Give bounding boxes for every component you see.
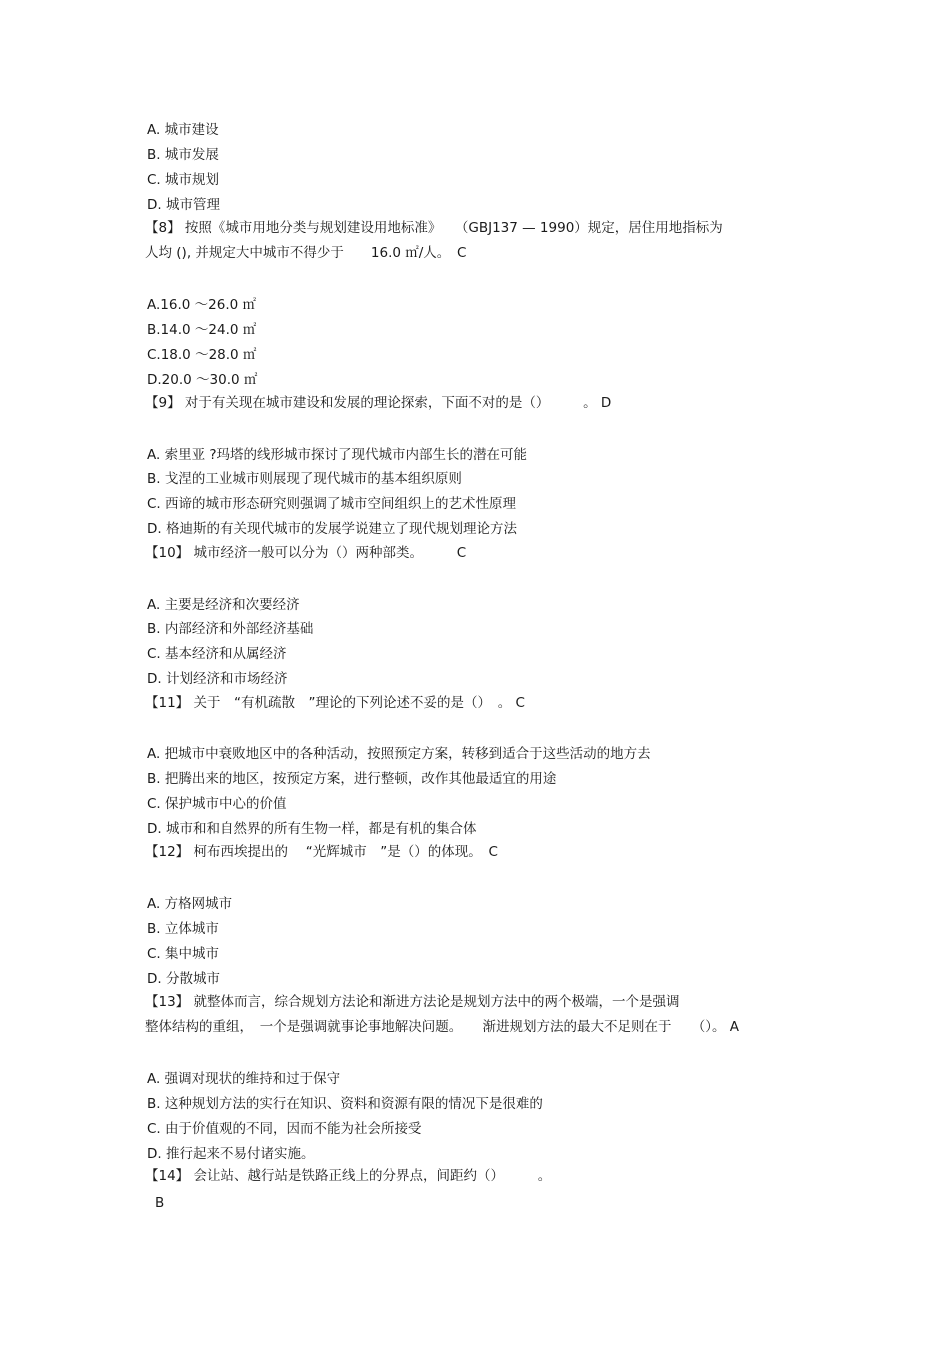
- question-13-stem: 【13】 就整体而言，综合规划方法论和渐进方法论是规划方法中的两个极端，一个是强调: [145, 994, 680, 1010]
- list-item: C. 由于价值观的不同，因而不能为社会所接受: [147, 1121, 422, 1137]
- question-8-stem: 【8】 按照《城市用地分类与规划建设用地标准》 （GBJ137 — 1990）规定，居住用地指标为: [145, 220, 723, 236]
- answer-label: B: [155, 1195, 165, 1211]
- list-item: A.16.0 ～26.0 ㎡: [147, 297, 256, 313]
- list-item: B. 城市发展: [147, 147, 219, 163]
- list-item: D.20.0 ～30.0 ㎡: [147, 372, 258, 388]
- list-item: A. 索里亚 ?玛塔的线形城市探讨了现代城市内部生长的潜在可能: [147, 447, 528, 463]
- question-13-stem-cont: 整体结构的重组， 一个是强调就事论事地解决问题。 渐进规划方法的最大不足则在于 （）。 A: [145, 1019, 740, 1035]
- list-item: B.14.0 ～24.0 ㎡: [147, 322, 257, 338]
- list-item: D. 分散城市: [147, 971, 220, 987]
- list-item: C. 集中城市: [147, 946, 220, 962]
- list-item: C. 城市规划: [147, 172, 220, 188]
- list-item: D. 格迪斯的有关现代城市的发展学说建立了现代规划理论方法: [147, 521, 517, 537]
- list-item: A. 方格网城市: [147, 896, 233, 912]
- list-item: A. 把城市中衰败地区中的各种活动，按照预定方案，转移到适合于这些活动的地方去: [147, 746, 651, 762]
- list-item: D. 推行起来不易付诸实施。: [147, 1146, 315, 1162]
- list-item: B. 这种规划方法的实行在知识、资料和资源有限的情况下是很难的: [147, 1096, 543, 1112]
- list-item: C. 基本经济和从属经济: [147, 646, 287, 662]
- list-item: B. 戈涅的工业城市则展现了现代城市的基本组织原则: [147, 471, 462, 487]
- list-item: D. 城市和和自然界的所有生物一样，都是有机的集合体: [147, 821, 477, 837]
- question-10-stem: 【10】 城市经济一般可以分为（）两种部类。 C: [145, 545, 467, 561]
- question-14-stem: 【14】 会让站、越行站是铁路正线上的分界点，间距约（） 。: [145, 1168, 552, 1184]
- question-11-stem: 【11】 关于 “有机疏散 ”理论的下列论述不妥的是（） 。 C: [145, 695, 525, 711]
- list-item: A. 强调对现状的维持和过于保守: [147, 1071, 341, 1087]
- question-12-stem: 【12】 柯布西埃提出的 “光辉城市 ”是（）的体现。 C: [145, 844, 498, 860]
- list-item: C. 西谛的城市形态研究则强调了城市空间组织上的艺术性原理: [147, 496, 517, 512]
- list-item: C.18.0 ～28.0 ㎡: [147, 347, 257, 363]
- list-item: A. 城市建设: [147, 122, 219, 138]
- list-item: A. 主要是经济和次要经济: [147, 597, 300, 613]
- list-item: C. 保护城市中心的价值: [147, 796, 287, 812]
- question-9-stem: 【9】 对于有关现在城市建设和发展的理论探索，下面不对的是（） 。 D: [145, 395, 612, 411]
- list-item: B. 内部经济和外部经济基础: [147, 621, 314, 637]
- question-8-stem-cont: 人均 (), 并规定大中城市不得少于 16.0 ㎡/人。 C: [145, 245, 467, 261]
- list-item: B. 立体城市: [147, 921, 219, 937]
- list-item: D. 城市管理: [147, 197, 220, 213]
- list-item: B. 把腾出来的地区，按预定方案，进行整顿，改作其他最适宜的用途: [147, 771, 557, 787]
- list-item: D. 计划经济和市场经济: [147, 671, 288, 687]
